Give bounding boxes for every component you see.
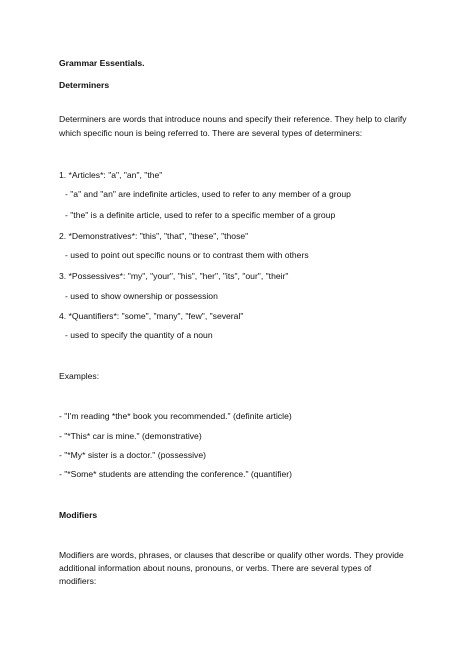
list-item-articles: 1. *Articles*: "a", "an", "the" bbox=[59, 170, 163, 180]
list-item-detail: - "a" and "an" are indefinite articles, used to refer to any member of a group bbox=[65, 189, 351, 199]
example-item: - "*This* car is mine." (demonstrative) bbox=[59, 431, 202, 441]
determiners-heading: Determiners bbox=[59, 80, 110, 90]
examples-heading: Examples: bbox=[59, 371, 100, 381]
list-item-demonstratives: 2. *Demonstratives*: "this", "that", "these", "those" bbox=[59, 231, 249, 241]
modifiers-intro-line-2: additional information about nouns, pronouns, or verbs. There are several types of bbox=[59, 563, 372, 573]
list-item-detail: - used to point out specific nouns or to contrast them with others bbox=[65, 250, 309, 260]
modifiers-heading: Modifiers bbox=[59, 510, 98, 520]
list-item-detail: - "the" is a definite article, used to refer to a specific member of a group bbox=[65, 210, 336, 220]
example-item: - "*Some* students are attending the conference." (quantifier) bbox=[59, 469, 293, 479]
determiners-intro-line-2: which specific noun is being referred to. There are several types of determiners: bbox=[59, 128, 363, 138]
example-item: - "*My* sister is a doctor." (possessive) bbox=[59, 450, 206, 460]
example-item: - "I'm reading *the* book you recommended." (definite article) bbox=[59, 411, 292, 421]
list-item-detail: - used to show ownership or possession bbox=[65, 291, 218, 301]
modifiers-intro-line-1: Modifiers are words, phrases, or clauses that describe or qualify other words. They provide bbox=[59, 550, 404, 560]
list-item-possessives: 3. *Possessives*: "my", "your", "his", "her", "its", "our", "their" bbox=[59, 271, 289, 281]
list-item-quantifiers: 4. *Quantifiers*: "some", "many", "few", "several" bbox=[59, 311, 244, 321]
modifiers-intro-line-3: modifiers: bbox=[59, 576, 97, 586]
list-item-detail: - used to specify the quantity of a noun bbox=[65, 330, 213, 340]
determiners-intro-line-1: Determiners are words that introduce nouns and specify their reference. They help to clarify bbox=[59, 114, 407, 124]
document-title: Grammar Essentials. bbox=[59, 58, 145, 68]
